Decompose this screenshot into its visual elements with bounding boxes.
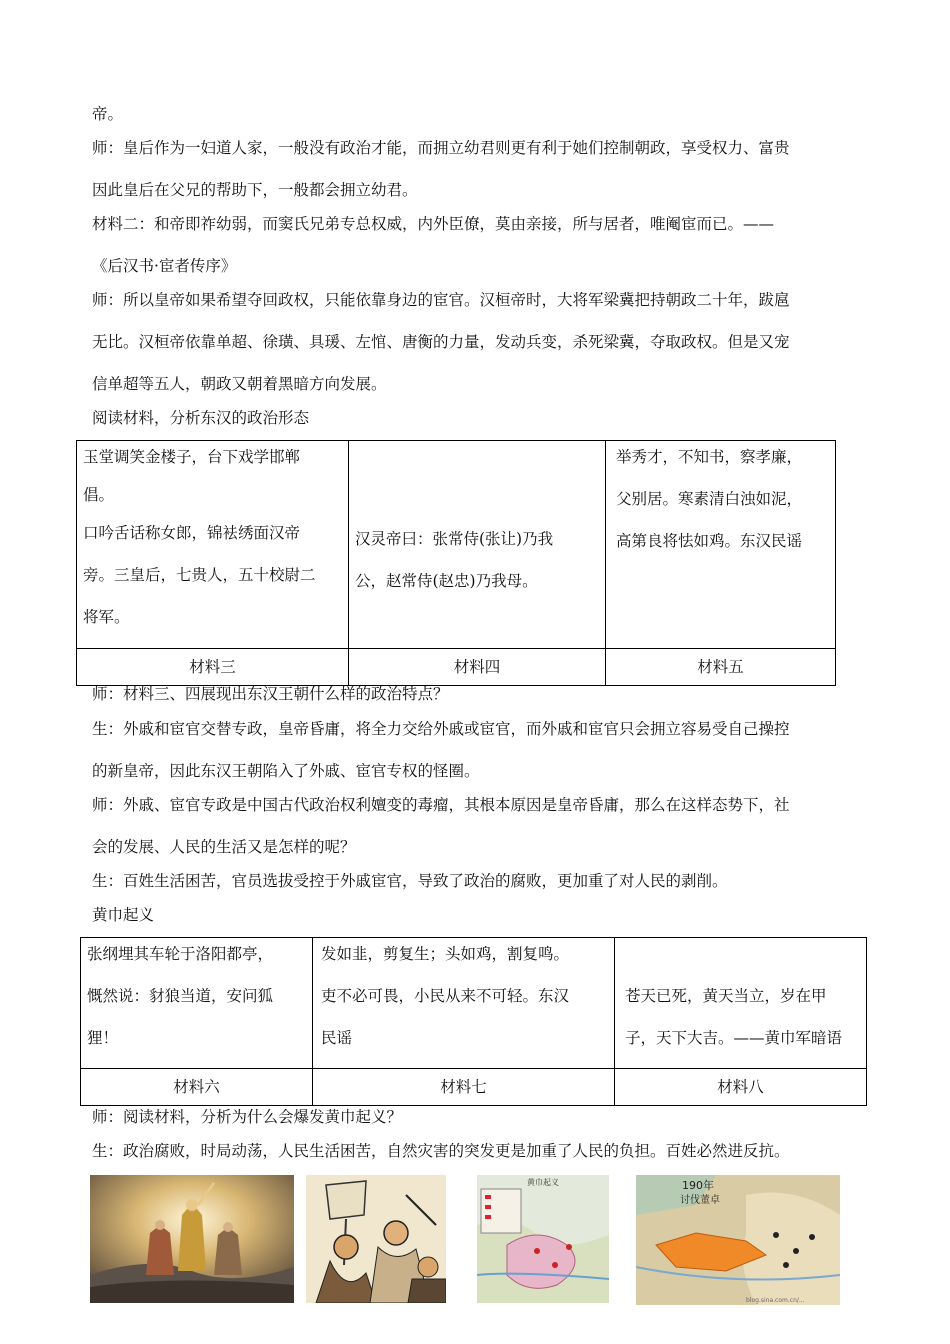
cell-text: 公，赵常侍(赵忠)乃我母。 [355,572,538,590]
text-line: 材料二：和帝即祚幼弱，而窦氏兄弟专总权威，内外臣僚，莫由亲接，所与居者，唯阉宦而已。—— [92,215,775,233]
material-4-caption: 材料四 [349,649,606,686]
text-line: 《后汉书·宦者传序》 [92,257,237,275]
text-line: 师：所以皇帝如果希望夺回政权，只能依靠身边的宦官。汉桓帝时，大将军梁冀把持朝政二十年，跋扈 [92,291,790,309]
cell-text: 高第良将怯如鸡。东汉民谣 [616,532,803,550]
text-line: 生：百姓生活困苦，官员选拔受控于外戚宦官，导致了政治的腐败，更加重了对人民的剥削。 [92,872,728,890]
cell-text: 慨然说：豺狼当道，安问狐 [87,987,274,1005]
material-6-caption: 材料六 [81,1069,313,1106]
yellow-turban-map [477,1175,609,1303]
cell-text: 狸！ [87,1029,119,1047]
text-line: 信单超等五人，朝政又朝着黑暗方向发展。 [92,375,387,393]
text-line: 生：政治腐败，时局动荡，人民生活困苦，自然灾害的突发更是加重了人民的负担。百姓必然进反抗。 [92,1142,790,1160]
material-8-cell [615,938,867,1069]
material-3-caption: 材料三 [77,649,349,686]
material-8-caption: 材料八 [615,1069,867,1106]
text-line: 的新皇帝，因此东汉王朝陷入了外戚、宦官专权的怪圈。 [92,762,480,780]
map-title: 黄巾起义 [527,1178,559,1187]
cell-text: 口吟舌话称女郎，锦袪绣面汉帝 [83,524,301,542]
cell-text: 张纲埋其车轮于洛阳都亭， [87,945,274,963]
campaign-against-dong-zhuo-map [636,1175,840,1305]
yellow-turban-leaders-painting [90,1175,294,1303]
cell-text: 将军。 [83,608,130,626]
material-5-caption: 材料五 [606,649,836,686]
cell-text: 吏不必可畏，小民从来不可轻。东汉 [321,987,570,1005]
cell-text: 旁。三皇后，七贵人，五十校尉二 [83,566,316,584]
text-line: 会的发展、人民的生活又是怎样的呢？ [92,838,356,856]
text-line: 师：皇后作为一妇道人家，一般没有政治才能，而拥立幼君则更有利于她们控制朝政，享受权力、富贵 [92,139,790,157]
material-7-cell [313,938,615,1069]
cell-text: 玉堂调笑金楼子，台下戏学邯郸 [83,448,301,466]
cell-text: 汉灵帝曰：张常侍(张让)乃我 [355,530,554,548]
cell-text: 发如韭，剪复生；头如鸡，割复鸣。 [321,945,570,963]
cell-text: 父别居。寒素清白浊如泥， [616,490,803,508]
text-line: 师：外戚、宦官专政是中国古代政治权利嬗变的毒瘤，其根本原因是皇帝昏庸，那么在这样态势下，社 [92,796,790,814]
text-line: 师：阅读材料，分析为什么会爆发黄巾起义？ [92,1108,403,1126]
cell-text: 苍天已死，黄天当立，岁在甲 [625,987,827,1005]
text-line: 无比。汉桓帝依靠单超、徐璜、具瑗、左悺、唐衡的力量，发动兵变，杀死梁冀，夺取政权。但是又宠 [92,333,790,351]
text-line: 师：材料三、四展现出东汉王朝什么样的政治特点？ [92,685,449,703]
material-7-caption: 材料七 [313,1069,615,1106]
material-4-cell [349,441,606,649]
material-5-cell [606,441,836,649]
cell-text: 倡。 [83,486,115,504]
text-line: 生：外戚和宦官交替专政，皇帝昏庸，将全力交给外戚或宦官，而外戚和宦官只会拥立容易受自己操控 [92,720,790,738]
section-heading: 阅读材料，分析东汉的政治形态 [92,409,310,427]
cell-text: 举秀才，不知书，察孝廉， [616,448,803,466]
cell-text: 子，天下大吉。——黄巾军暗语 [625,1029,843,1047]
peasant-uprising-illustration [306,1175,446,1303]
material-6-cell [81,938,313,1069]
map-year: 190年 [682,1179,714,1192]
materials-table-2 [80,937,867,1106]
text-line: 因此皇后在父兄的帮助下，一般都会拥立幼君。 [92,181,418,199]
text-line: 帝。 [92,105,124,123]
cell-text: 民谣 [321,1029,353,1047]
map-title: 讨伐董卓 [680,1195,720,1206]
material-3-cell [77,441,349,649]
materials-table-1 [76,440,836,686]
watermark: blog.sina.com.cn/... [746,1297,805,1304]
section-heading: 黄巾起义 [92,906,155,924]
